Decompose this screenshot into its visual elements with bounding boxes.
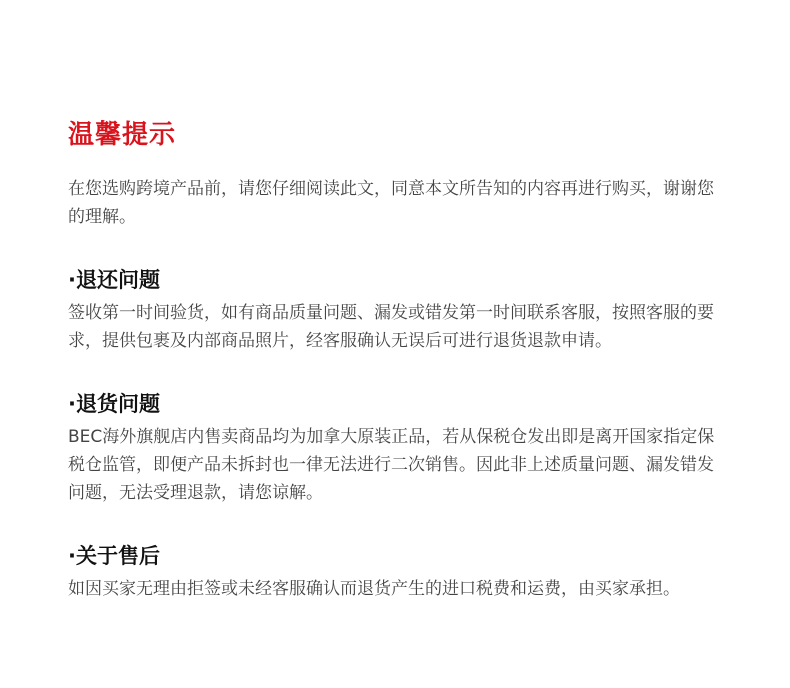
notice-content — [68, 117, 728, 603]
section-refund — [68, 389, 728, 507]
page-title: 温馨提示 — [68, 120, 177, 150]
section-return — [68, 265, 728, 355]
intro-text: 在您选购跨境产品前，请您仔细阅读此文，同意本文所告知的内容再进行购买，谢谢您的理解。 — [68, 179, 714, 227]
section-body-return: 签收第一时间验货，如有商品质量问题、漏发或错发第一时间联系客服，按照客服的要求，提供包裹及内部商品照片，经客服确认无误后可进行退货退款申请。 — [68, 303, 714, 351]
section-heading-return: ·退还问题 — [68, 268, 160, 292]
section-heading-after-sales: ·关于售后 — [68, 544, 160, 568]
section-body-refund: BEC海外旗舰店内售卖商品均为加拿大原装正品，若从保税仓发出即是离开国家指定保税仓监管，即便产品未拆封也一律无法进行二次销售。因此非上述质量问题、漏发错发问题，无法受理退款，请您谅解。 — [68, 427, 715, 503]
section-body-after-sales: 如因买家无理由拒签或未经客服确认而退货产生的进口税费和运费，由买家承担。 — [68, 579, 680, 599]
section-after-sales — [68, 541, 728, 603]
section-heading-refund: ·退货问题 — [68, 392, 160, 416]
